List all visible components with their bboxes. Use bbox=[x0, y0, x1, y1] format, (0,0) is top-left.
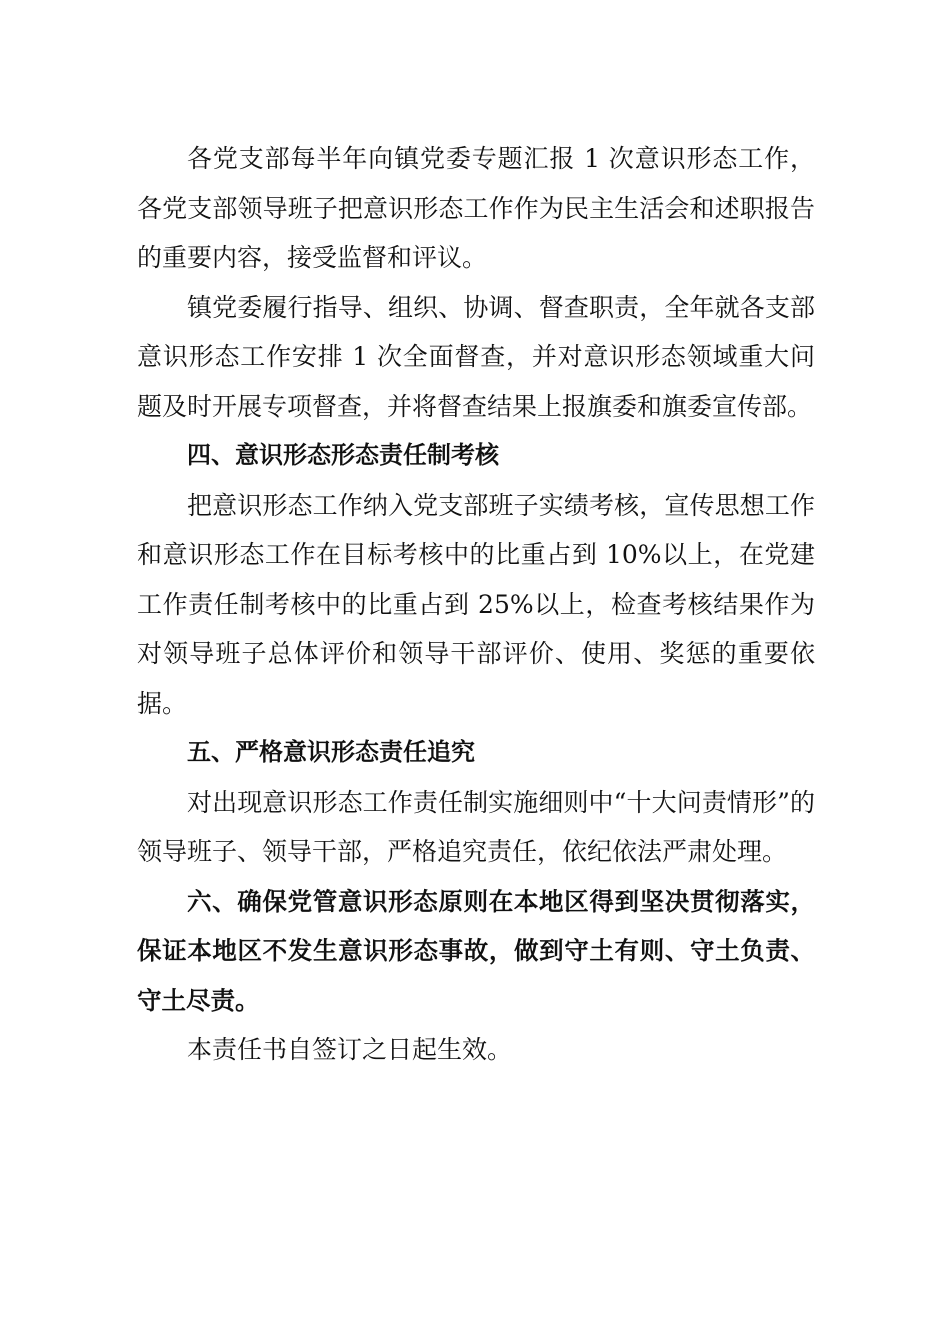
heading-section-four: 四、意识形态形态责任制考核 bbox=[187, 441, 499, 469]
paragraph-party-branch-report: 各党支部每半年向镇党委专题汇报 1 次意识形态工作，各党支部领导班子把意识形态工作作为民主生活会和述职报告的重要内容，接受监督和评议。 bbox=[137, 144, 815, 272]
paragraph-assessment: 把意识形态工作纳入党支部班子实绩考核，宣传思想工作和意识形态工作在目标考核中的比重占到 10%以上，在党建工作责任制考核中的比重占到 25%以上，检查考核结果作为对领导班子总体评价和领导干部评价、使用、奖惩的重要依据。 bbox=[137, 490, 815, 718]
heading-section-six: 六、确保党管意识形态原则在本地区得到坚决贯彻落实，保证本地区不发生意识形态事故，做到守土有则、守土负责、守土尽责。 bbox=[137, 886, 815, 1015]
paragraph-accountability: 对出现意识形态工作责任制实施细则中“十大问责情形”的领导班子、领导干部，严格追究责任，依纪依法严肃处理。 bbox=[137, 787, 815, 866]
heading-section-five: 五、严格意识形态责任追究 bbox=[187, 738, 475, 766]
paragraph-effective-date: 本责任书自签订之日起生效。 bbox=[187, 1035, 513, 1064]
document-body bbox=[137, 134, 815, 1075]
paragraph-town-committee-supervision: 镇党委履行指导、组织、协调、督查职责，全年就各支部意识形态工作安排 1 次全面督查，并对意识形态领域重大问题及时开展专项督查，并将督查结果上报旗委和旗委宣传部。 bbox=[137, 292, 815, 421]
